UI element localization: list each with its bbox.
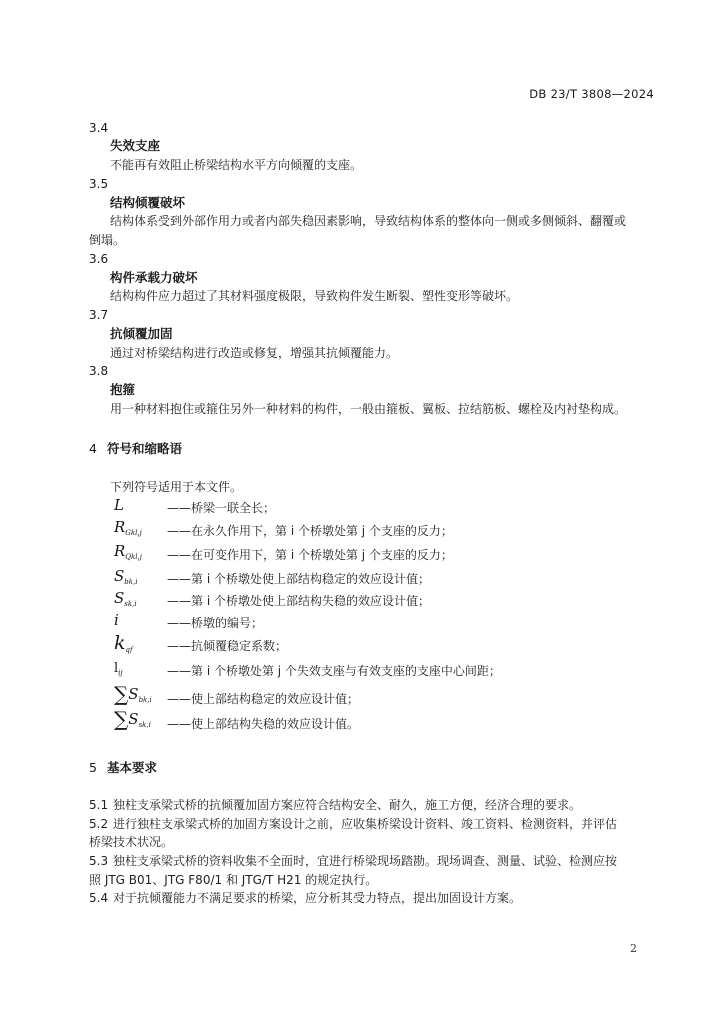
term-definition: 结构构件应力超过了其材料强度极限，导致构件发生断裂、塑性变形等破坏。 — [110, 289, 519, 303]
paragraph: 5.3 独柱支承梁式桥的资料收集不全面时，宜进行桥梁现场踏勘。现场调查、测量、试验、检测应按 — [89, 854, 618, 868]
symbol-description: ——第 i 个桥墩处使上部结构稳定的效应设计值； — [167, 572, 430, 586]
section-number: 4 — [89, 441, 97, 456]
section-number: 5 — [89, 760, 97, 775]
section-title: 符号和缩略语 — [107, 441, 183, 456]
term-title: 失效支座 — [110, 138, 161, 153]
term-number: 3.7 — [89, 308, 109, 322]
symbol-sum: $\sum S_{bk,i}$ — [114, 682, 152, 706]
term-definition: 用一种材料抱住或箍住另外一种材料的构件，一般由箍板、翼板、拉结筋板、螺栓及内衬垫构成。 — [110, 402, 627, 416]
symbol: L — [114, 496, 124, 514]
symbol-sum: $\sum S_{sk,i}$ — [114, 707, 151, 731]
symbol: $l_{ij}$ — [114, 661, 123, 677]
term-title: 构件承载力破坏 — [110, 270, 198, 285]
term-definition: 结构体系受到外部作用力或者内部失稳因素影响，导致结构体系的整体向一侧或多侧倾斜、翻覆或 — [110, 214, 627, 228]
symbol-description: ——第 i 个桥墩处使上部结构失稳的效应设计值； — [167, 594, 430, 608]
term-number: 3.8 — [89, 364, 109, 378]
paragraph-continued: 照 JTG B01、JTG F80/1 和 JTG/T H21 的规定执行。 — [89, 873, 378, 887]
term-title: 抗倾覆加固 — [110, 326, 173, 341]
symbol-description: ——在可变作用下，第 i 个桥墩处第 j 个支座的反力； — [167, 548, 453, 562]
summation-sign: ∑ — [114, 682, 129, 706]
symbol: i — [114, 611, 119, 629]
symbol: $S_{sk,i}$ — [114, 589, 137, 608]
symbol-description: ——第 i 个桥墩处第 j 个失效支座与有效支座的支座中心间距； — [167, 664, 501, 678]
symbol-description: ——桥梁一联全长； — [167, 501, 276, 515]
symbol-description: ——桥墩的编号； — [167, 616, 264, 630]
symbol: $R_{Qkl,j}$ — [114, 542, 142, 561]
section-heading-4 — [89, 443, 182, 456]
paragraph: 5.4 对于抗倾覆能力不满足要求的桥梁，应分析其受力特点，提出加固设计方案。 — [89, 891, 522, 905]
paragraph: 5.1 独柱支承梁式桥的抗倾覆加固方案应符合结构安全、耐久，施工方便，经济合理的要求。 — [89, 798, 582, 812]
symbol-description: ——使上部结构稳定的效应设计值； — [167, 692, 360, 706]
term-definition: 不能再有效阻止桥梁结构水平方向倾覆的支座。 — [110, 158, 363, 172]
symbol-description: ——抗倾覆稳定系数； — [167, 639, 288, 653]
paragraph-number: 5.1 — [89, 798, 109, 812]
paragraph: 5.2 进行独柱支承梁式桥的加固方案设计之前，应收集桥梁设计资料、竣工资料、检测资料，并评估 — [89, 817, 618, 831]
paragraph-number: 5.3 — [89, 854, 109, 868]
section-intro: 下列符号适用于本文件。 — [110, 480, 243, 494]
document-id-header: DB 23/T 3808—2024 — [529, 87, 654, 101]
term-number: 3.5 — [89, 177, 109, 191]
term-definition-continued: 倒塌。 — [89, 233, 126, 247]
symbol: $R_{Gkl,j}$ — [114, 518, 142, 537]
section-heading-5 — [89, 762, 157, 775]
term-number: 3.4 — [89, 121, 109, 135]
paragraph-number: 5.2 — [89, 817, 109, 831]
summation-sign: ∑ — [114, 707, 129, 731]
symbol-description: ——使上部结构失稳的效应设计值。 — [167, 717, 360, 731]
term-number: 3.6 — [89, 252, 109, 266]
paragraph-number: 5.4 — [89, 891, 109, 905]
section-title: 基本要求 — [107, 760, 158, 775]
page-number: 2 — [630, 942, 637, 955]
paragraph-continued: 桥梁技术状况。 — [89, 835, 174, 849]
symbol: $S_{bk,i}$ — [114, 567, 138, 586]
term-title: 结构倾覆破坏 — [110, 195, 186, 210]
symbol: $k_{qf}$ — [114, 632, 133, 654]
term-definition: 通过对桥梁结构进行改造或修复，增强其抗倾覆能力。 — [110, 346, 399, 360]
term-title: 抱箍 — [110, 382, 136, 397]
symbol-description: ——在永久作用下，第 i 个桥墩处第 j 个支座的反力； — [167, 524, 453, 538]
